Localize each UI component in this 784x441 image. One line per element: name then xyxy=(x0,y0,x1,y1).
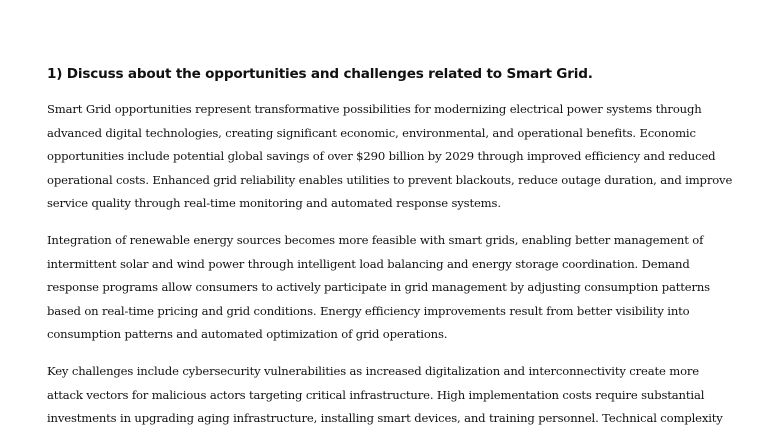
text-line: Key challenges include cybersecurity vulnerabilities as increased digitalization and interconnectivity create more xyxy=(47,364,699,378)
text-line: based on real-time pricing and grid conditions. Energy efficiency improvements result from better visibility into xyxy=(47,303,690,318)
text-line: response programs allow consumers to actively participate in grid management by adjusting consumption patterns xyxy=(47,280,710,294)
text-line: attack vectors for malicious actors targeting critical infrastructure. High implementation costs require substantial xyxy=(47,387,705,402)
paragraph-opportunities xyxy=(47,98,767,216)
question-heading: 1) Discuss about the opportunities and challenges related to Smart Grid. xyxy=(47,66,593,82)
text-line: intermittent solar and wind power through intelligent load balancing and energy storage coordination. Demand xyxy=(47,256,690,271)
text-line: consumption patterns and automated optimization of grid operations. xyxy=(47,327,448,341)
text-line: service quality through real-time monitoring and automated response systems. xyxy=(47,196,501,210)
text-line: operational costs. Enhanced grid reliability enables utilities to prevent blackouts, reduce outage duration, and improve xyxy=(47,172,733,187)
text-line: advanced digital technologies, creating significant economic, environmental, and operational benefits. Economic xyxy=(47,125,696,140)
text-line: opportunities include potential global savings of over $290 billion by 2029 through improved efficiency and reduced xyxy=(47,149,716,163)
text-line: Integration of renewable energy sources becomes more feasible with smart grids, enabling better management of xyxy=(47,233,704,247)
text-line: investments in upgrading aging infrastructure, installing smart devices, and training personnel. Technical complexity xyxy=(47,411,723,425)
text-line: Smart Grid opportunities represent transformative possibilities for modernizing electrical power systems through xyxy=(47,102,702,116)
paragraph-challenges xyxy=(47,360,767,431)
paragraph-renewables xyxy=(47,229,767,347)
